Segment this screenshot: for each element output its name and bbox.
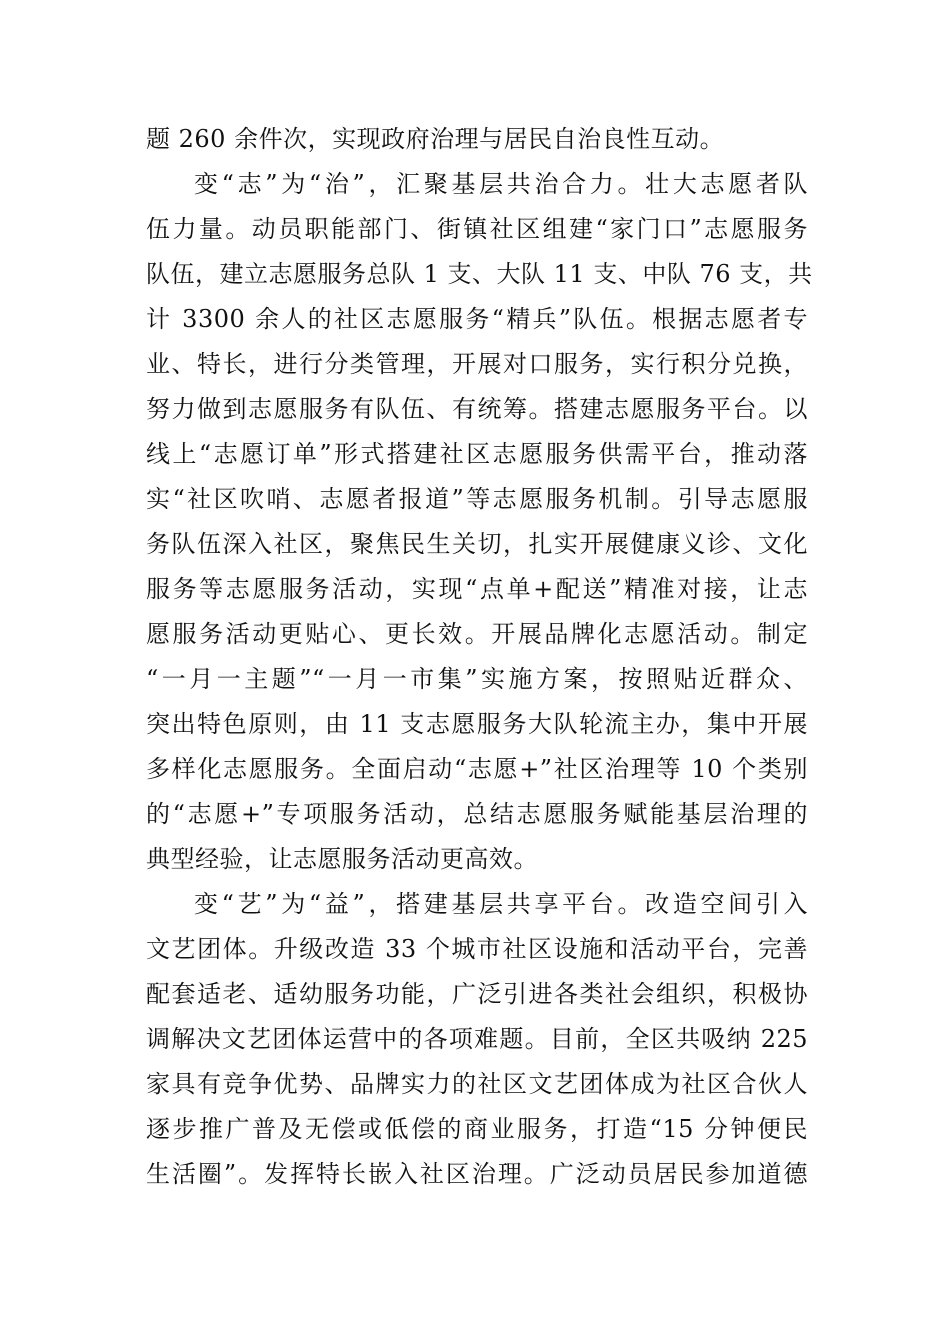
paragraph-first-line: 变“艺”为“益”，搭建基层共享平台。改造空间引入: [194, 890, 808, 918]
text-line: 实“社区吹哨、志愿者报道”等志愿服务机制。引导志愿服: [146, 485, 808, 513]
text-line: 生活圈”。发挥特长嵌入社区治理。广泛动员居民参加道德: [146, 1160, 808, 1188]
text-line: 配套适老、适幼服务功能，广泛引进各类社会组织，积极协: [146, 980, 808, 1008]
text-line: 的“志愿+”专项服务活动，总结志愿服务赋能基层治理的: [146, 800, 808, 828]
text-line: 突出特色原则，由 11 支志愿服务大队轮流主办，集中开展: [146, 710, 808, 738]
text-line: “一月一主题”“一月一市集”实施方案，按照贴近群众、: [146, 665, 808, 693]
text-line: 服务等志愿服务活动，实现“点单+配送”精准对接，让志: [146, 575, 808, 603]
text-line: 队伍，建立志愿服务总队 1 支、大队 11 支、中队 76 支，共: [146, 260, 813, 288]
text-line: 线上“志愿订单”形式搭建社区志愿服务供需平台，推动落: [146, 440, 808, 468]
text-line: 愿服务活动更贴心、更长效。开展品牌化志愿活动。制定: [146, 620, 808, 648]
text-line: 计 3300 余人的社区志愿服务“精兵”队伍。根据志愿者专: [146, 305, 808, 333]
text-line: 伍力量。动员职能部门、街镇社区组建“家门口”志愿服务: [146, 215, 808, 243]
paragraph-first-line: 变“志”为“治”，汇聚基层共治合力。壮大志愿者队: [194, 170, 808, 198]
text-line: 调解决文艺团体运营中的各项难题。目前，全区共吸纳 225: [146, 1025, 808, 1053]
text-line: 文艺团体。升级改造 33 个城市社区设施和活动平台，完善: [146, 935, 808, 963]
text-line: 典型经验，让志愿服务活动更高效。: [146, 845, 538, 873]
text-line: 逐步推广普及无偿或低偿的商业服务，打造“15 分钟便民: [146, 1115, 808, 1143]
text-line: 业、特长，进行分类管理，开展对口服务，实行积分兑换，: [146, 350, 808, 378]
text-line: 多样化志愿服务。全面启动“志愿+”社区治理等 10 个类别: [146, 755, 808, 783]
body-text: [146, 117, 813, 1197]
text-line: 务队伍深入社区，聚焦民生关切，扎实开展健康义诊、文化: [146, 530, 808, 558]
text-line: 努力做到志愿服务有队伍、有统筹。搭建志愿服务平台。以: [146, 395, 808, 423]
text-line: 家具有竞争优势、品牌实力的社区文艺团体成为社区合伙人: [146, 1070, 808, 1098]
text-line: 题 260 余件次，实现政府治理与居民自治良性互动。: [146, 125, 725, 153]
